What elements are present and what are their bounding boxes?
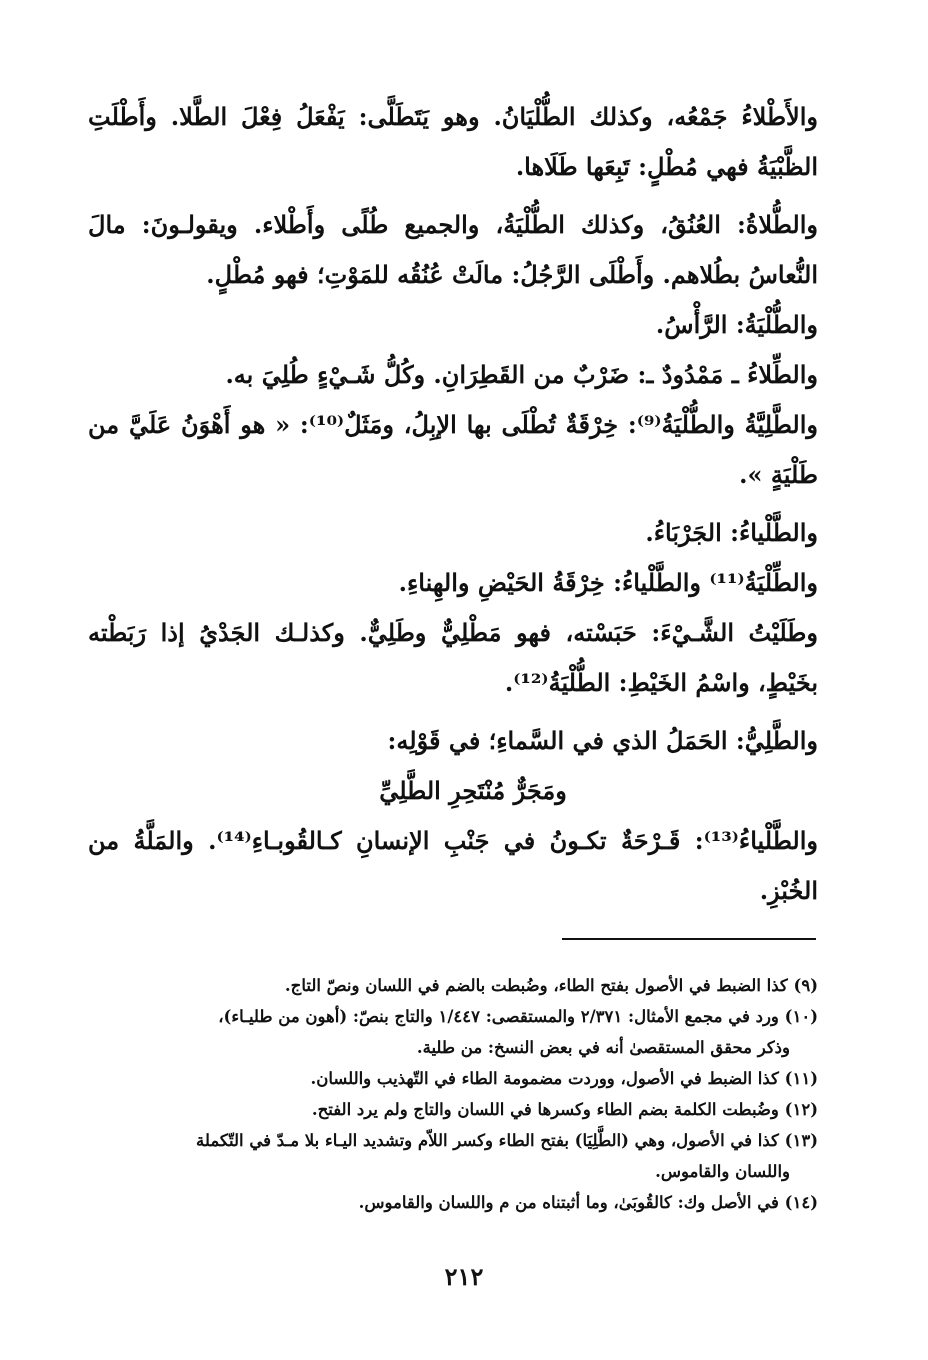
footnote-11 xyxy=(88,1063,818,1094)
footnote-9 xyxy=(88,970,818,1001)
verse-line: ومَجَرٌّ مُنْتَحِرِ الطَّلِيِّ xyxy=(379,776,567,805)
footnote-text: (١٢) وضُبطت الكلمة بضم الطاء وكسرها في اللسان والتاج ولم يرد الفتح. xyxy=(311,1100,818,1119)
paragraph-talya-jarba: والطَّلْياءُ: الجَرْبَاءُ. xyxy=(645,518,818,547)
paragraph-talaytu: وطَلَيْتُ الشَّـيْءَ: حَبَسْته، فهو مَطْلِيٌّ وطَلِيٌّ. وكذلـك الجَدْيُ إذا رَبَطْته بخَيْطٍ، واسْمُ الخَيْطِ: الطُّلْيَةُ⁽¹²⁾. xyxy=(88,618,819,697)
page-number: ٢١٢ xyxy=(444,1262,484,1291)
footnote-12 xyxy=(88,1094,818,1125)
footnote-13 xyxy=(88,1125,818,1187)
footnote-text: (١١) كذا الضبط في الأصول، ووردت مضمومة الطاء في التّهذيب واللسان. xyxy=(310,1069,818,1088)
footnote-continuation: وذكر محقق المستقصىٰ أنه في بعض النسخ: من طلية. xyxy=(416,1038,790,1057)
paragraph-talya-qarha: والطَّلْياءُ⁽¹³⁾: قَـرْحَةٌ تكـونُ في جَنْبِ الإنسانِ كـالقُوبـاءِ⁽¹⁴⁾. والمَلَّةُ من الخُبْزِ. xyxy=(88,826,818,905)
paragraph-tulya-head: والطُّلْيَةُ: الرَّأْسُ. xyxy=(655,310,818,339)
paragraph-tila: والطِّلاءُ ـ مَمْدُودٌ ـ: ضَرْبٌ من القَطِرَانِ. وكُلُّ شَـيْءٍ طُلِيَ به. xyxy=(225,360,818,389)
footnotes xyxy=(88,970,818,1218)
footnote-divider xyxy=(562,938,816,940)
paragraph-atla: والأَطْلاءُ جَمْعُه، وكذلك الطُّلْيَانُ. وهو يَتَطَلَّى: يَفْعَلُ فِعْلَ الطَّلا. وأَطْلَتِ الظَّبْيَةُ فهي مُطْلٍ: تَبِعَها طَلَاها. xyxy=(88,102,818,181)
footnote-10 xyxy=(88,1001,818,1063)
paragraph-tali-hamal: والطَّلِيُّ: الحَمَلُ الذي في السَّماءِ؛ في قَوْلِه: xyxy=(387,726,818,755)
footnote-14 xyxy=(88,1187,818,1218)
footnote-continuation: واللسان والقاموس. xyxy=(655,1162,790,1181)
paragraph-taliyya: والطَّلِيَّةُ والطُّلْيَةُ⁽⁹⁾: خِرْقَةٌ تُطْلَى بها الإبِلُ، ومَثَلٌ⁽¹⁰⁾: « هو أَهْوَنُ عَلَيَّ من طَلْيَةٍ ». xyxy=(88,410,818,489)
paragraph-tilya: والطِّلْيَةُ⁽¹¹⁾ والطَّلْياءُ: خِرْقَةُ الحَيْضِ والهِناءِ. xyxy=(398,568,818,597)
footnote-text: (٩) كذا الضبط في الأصول بفتح الطاء، وضُبطت بالضم في اللسان ونصّ التاج. xyxy=(284,976,818,995)
footnote-text: (١٠) ورد في مجمع الأمثال: ٢/٣٧١ والمستقصى: ١/٤٤٧ والتاج بنصّ: (أهون من طليـاء)، xyxy=(218,1007,818,1026)
main-text xyxy=(88,92,818,916)
footnote-text: (١٤) في الأصل وك: كالقُوبَىٰ، وما أثبتناه من م واللسان والقاموس. xyxy=(358,1193,818,1212)
footnote-text: (١٣) كذا في الأصول، وهي (الطَّلِيَا) بفتح الطاء وكسر اللاّم وتشديد اليـاء بلا مـدّ في التّكملة xyxy=(196,1131,818,1150)
paragraph-tulat: والطُّلاةُ: العُنُقُ، وكذلك الطُّلْيَةُ، والجميع طُلًى وأَطْلاء. ويقولـونَ: مالَ النُّعاسُ بطُلاهم. وأَطْلَى الرَّجُلُ: مالَتْ عُنُقُه للمَوْتِ؛ فهو مُطْلٍ. xyxy=(88,210,818,289)
